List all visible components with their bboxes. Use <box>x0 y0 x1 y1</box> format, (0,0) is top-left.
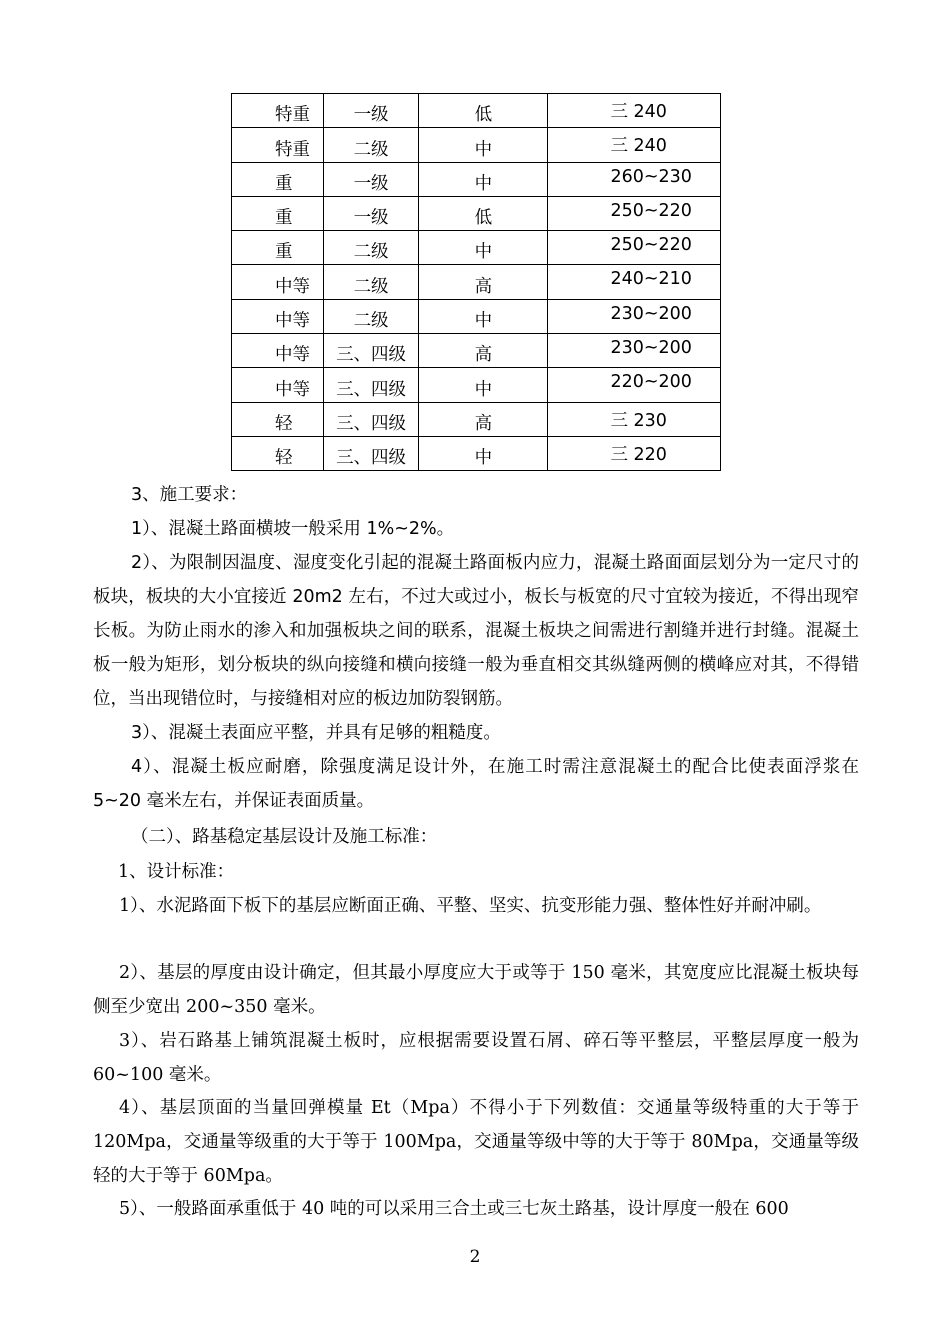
traffic-level-cell-text: 特重 <box>275 139 310 160</box>
road-grade-cell <box>323 94 419 128</box>
traffic-level-cell <box>232 334 324 368</box>
road-grade-cell-text: 二级 <box>353 311 389 332</box>
standard-3: 3）、岩石路基上铺筑混凝土板时，应根据需要设置石屑、碎石等平整层，平整层厚度一般为 60~100 毫米。 <box>93 1031 859 1085</box>
table-row <box>232 196 721 230</box>
thickness-cell <box>548 128 721 162</box>
standard-5: 5）、一般路面承重低于 40 吨的可以采用三合土或三七灰土路基，设计厚度一般在 600 <box>119 1199 789 1219</box>
thickness-cell-text: 230~200 <box>610 338 692 359</box>
variation-level-cell-text: 中 <box>474 379 493 400</box>
variation-level-cell <box>419 162 548 196</box>
road-grade-cell-text: 二级 <box>353 276 389 297</box>
thickness-cell <box>548 299 721 333</box>
table-row <box>232 299 721 333</box>
road-grade-cell <box>323 368 419 402</box>
variation-level-cell <box>419 334 548 368</box>
road-grade-cell-text: 三、四级 <box>336 448 407 469</box>
thickness-cell-text: 230~200 <box>610 303 692 324</box>
requirement-2: 2）、为限制因温度、湿度变化引起的混凝土路面板内应力，混凝土路面面层划分为一定尺寸的板块，板块的大小宜接近 20m2 左右，不过大或过小，板长与板宽的尺寸宜较为接近，不得出现窄长板。为防止雨水的渗入和加强板块之间的联系，混凝土板块之间需进行割缝并进行封缝。混凝土板一般为矩形，划分板块的纵向接缝和横向接缝一般为垂直相交其纵缝两侧的横峰应对其，不得错位，当出现错位时，与接缝相对应的板边加防裂钢筋。 <box>93 553 859 709</box>
table-row <box>232 402 721 436</box>
standard-4: 4）、基层顶面的当量回弹模量 Et（Mpa）不得小于下列数值：交通量等级特重的大于等于 120Mpa，交通量等级重的大于等于 100Mpa，交通量等级中等的大于等于 80Mpa，交通量等级轻的大于等于 60Mpa。 <box>93 1098 859 1186</box>
thickness-cell-text: 250~220 <box>610 235 692 256</box>
traffic-level-cell <box>232 231 324 265</box>
thickness-cell-text: 三 240 <box>610 102 667 122</box>
table-body <box>232 94 721 471</box>
road-grade-cell <box>323 299 419 333</box>
subsection-2-heading: （二）、路基稳定基层设计及施工标准： <box>131 827 438 847</box>
table-row <box>232 334 721 368</box>
traffic-level-cell-text: 中等 <box>275 345 310 366</box>
road-grade-cell <box>323 334 419 368</box>
thickness-cell <box>548 162 721 196</box>
thickness-cell <box>548 196 721 230</box>
road-grade-cell-text: 三、四级 <box>336 413 407 434</box>
traffic-level-cell <box>232 94 324 128</box>
design-standards-heading: 1、设计标准： <box>118 862 235 882</box>
traffic-level-cell-text: 中等 <box>275 379 310 400</box>
traffic-level-cell-text: 重 <box>275 208 293 229</box>
thickness-cell-text: 240~210 <box>610 269 692 290</box>
traffic-level-cell <box>232 368 324 402</box>
traffic-level-cell-text: 特重 <box>275 105 310 126</box>
thickness-cell-text: 三 240 <box>610 136 667 157</box>
traffic-level-cell <box>232 128 324 162</box>
requirement-3: 3）、混凝土表面应平整，并具有足够的粗糙度。 <box>131 723 501 743</box>
traffic-level-cell <box>232 162 324 196</box>
traffic-level-cell-text: 轻 <box>275 448 293 469</box>
table-row <box>232 162 721 196</box>
table-row <box>232 265 721 299</box>
traffic-level-cell <box>232 265 324 299</box>
variation-level-cell-text: 高 <box>474 413 493 434</box>
variation-level-cell <box>419 436 548 470</box>
road-grade-cell-text: 一级 <box>353 208 389 229</box>
variation-level-cell <box>419 196 548 230</box>
thickness-cell <box>548 231 721 265</box>
traffic-level-cell-text: 中等 <box>275 276 310 297</box>
road-grade-cell <box>323 162 419 196</box>
requirement-1: 1）、混凝土路面横坡一般采用 1%~2%。 <box>131 519 455 539</box>
variation-level-cell <box>419 402 548 436</box>
table-row <box>232 128 721 162</box>
thickness-cell-text: 220~200 <box>610 372 692 393</box>
variation-level-cell-text: 中 <box>474 242 493 263</box>
variation-level-cell <box>419 368 548 402</box>
road-grade-cell-text: 三、四级 <box>336 379 407 400</box>
traffic-level-cell <box>232 299 324 333</box>
variation-level-cell-text: 高 <box>474 276 493 297</box>
thickness-cell <box>548 265 721 299</box>
variation-level-cell-text: 中 <box>474 139 493 160</box>
road-grade-cell <box>323 436 419 470</box>
variation-level-cell <box>419 299 548 333</box>
road-grade-cell <box>323 231 419 265</box>
road-grade-cell <box>323 196 419 230</box>
table-row <box>232 231 721 265</box>
thickness-cell-text: 250~220 <box>610 200 692 221</box>
road-grade-cell-text: 一级 <box>353 105 389 126</box>
requirement-4: 4）、混凝土板应耐磨，除强度满足设计外，在施工时需注意混凝土的配合比使表面浮浆在 5~20 毫米左右，并保证表面质量。 <box>93 757 859 811</box>
traffic-level-cell-text: 轻 <box>275 413 293 434</box>
traffic-level-cell-text: 中等 <box>275 311 310 332</box>
variation-level-cell-text: 低 <box>474 208 493 229</box>
variation-level-cell-text: 中 <box>474 448 493 469</box>
road-grade-cell <box>323 128 419 162</box>
road-grade-cell-text: 二级 <box>353 242 389 263</box>
thickness-cell-text: 三 230 <box>610 410 667 431</box>
variation-level-cell <box>419 94 548 128</box>
thickness-cell-text: 三 220 <box>610 444 667 465</box>
table-row <box>232 368 721 402</box>
page-number: 2 <box>469 1247 481 1267</box>
traffic-level-cell-text: 重 <box>275 173 293 194</box>
traffic-level-cell-text: 重 <box>275 242 293 263</box>
traffic-level-cell <box>232 436 324 470</box>
road-grade-cell <box>323 265 419 299</box>
table-row <box>232 94 721 128</box>
standard-1: 1）、水泥路面下板下的基层应断面正确、平整、坚实、抗变形能力强、整体性好并耐冲刷。 <box>119 896 822 916</box>
standard-2: 2）、基层的厚度由设计确定，但其最小厚度应大于或等于 150 毫米，其宽度应比混凝土板块每侧至少宽出 200~350 毫米。 <box>93 963 859 1017</box>
traffic-level-cell <box>232 196 324 230</box>
pavement-thickness-table <box>231 93 721 471</box>
variation-level-cell <box>419 231 548 265</box>
road-grade-cell-text: 二级 <box>353 139 389 160</box>
variation-level-cell-text: 低 <box>474 105 493 126</box>
variation-level-cell <box>419 265 548 299</box>
variation-level-cell-text: 中 <box>474 173 493 194</box>
variation-level-cell-text: 中 <box>474 311 493 332</box>
thickness-cell <box>548 334 721 368</box>
thickness-cell-text: 260~230 <box>610 166 692 187</box>
traffic-level-cell <box>232 402 324 436</box>
thickness-cell <box>548 402 721 436</box>
road-grade-cell <box>323 402 419 436</box>
thickness-cell <box>548 368 721 402</box>
variation-level-cell <box>419 128 548 162</box>
section-3-heading: 3、施工要求： <box>131 485 248 505</box>
variation-level-cell-text: 高 <box>474 345 493 366</box>
road-grade-cell-text: 三、四级 <box>336 345 407 366</box>
table-row <box>232 436 721 470</box>
road-grade-cell-text: 一级 <box>353 173 389 194</box>
thickness-cell <box>548 94 721 128</box>
thickness-cell <box>548 436 721 470</box>
